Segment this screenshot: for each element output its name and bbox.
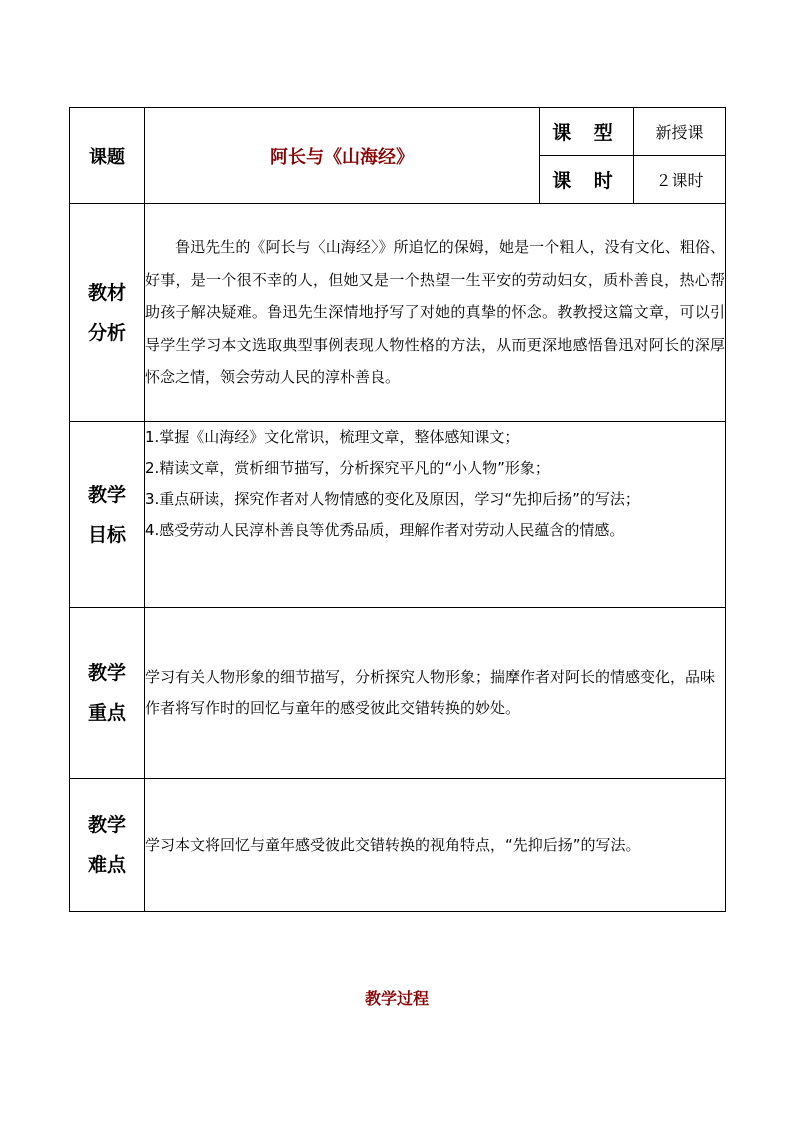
diff-label-line1: 教学 (87, 814, 126, 836)
material-text: 鲁迅先生的《阿长与〈山海经〉》所追忆的保姆，她是一个粗人，没有文化、粗俗、好事，是一个很不幸的人，但她又是一个热望一生平安的劳动妇女，质朴善良，热心帮助孩子解决疑难。鲁迅先生深情地抒写了对她的真挚的怀念。教教授这篇文章，可以引导学生学习本文选取典型事例表现人物性格的方法，从而更深地感悟鲁迅对阿长的深厚怀念之情，领会劳动人民的淳朴善良。 (145, 238, 725, 387)
material-label-line1: 教材 (87, 281, 126, 304)
goals-label-line1: 教学 (87, 483, 126, 506)
key-label-line2: 重点 (87, 702, 126, 724)
lesson-type-value: 新授课 (634, 108, 726, 156)
difficulties-label (70, 779, 145, 912)
lesson-hours-label: 课 时 (540, 156, 634, 204)
difficulties-text: 学习本文将回忆与童年感受彼此交错转换的视角特点，“先抑后扬”的写法。 (145, 779, 726, 912)
diff-label-line2: 难点 (87, 854, 126, 876)
key-label-line1: 教学 (87, 662, 126, 684)
goal-item: 1.掌握《山海经》文化常识，梳理文章，整体感知课文； (145, 428, 520, 446)
material-analysis-text (145, 204, 726, 422)
teaching-goals-label (70, 422, 145, 608)
goal-item: 3.重点研读，探究作者对人物情感的变化及原因，学习“先抑后扬”的写法； (145, 490, 640, 508)
goal-item: 4.感受劳动人民淳朴善良等优秀品质，理解作者对劳动人民蕴含的情感。 (145, 521, 625, 539)
process-section-title: 教学过程 (364, 989, 429, 1008)
material-analysis-label (70, 204, 145, 422)
goal-item: 2.精读文章，赏析细节描写，分析探究平凡的“小人物”形象； (145, 459, 550, 477)
topic-label: 课题 (70, 108, 145, 204)
lesson-plan-table (69, 107, 726, 912)
key-points-label (70, 608, 145, 779)
material-label-line2: 分析 (87, 321, 126, 344)
lesson-title: 阿长与《山海经》 (145, 108, 540, 204)
lesson-hours-value: ２课时 (634, 156, 726, 204)
key-points-text: 学习有关人物形象的细节描写，分析探究人物形象；揣摩作者对阿长的情感变化，品味作者将写作时的回忆与童年的感受彼此交错转换的妙处。 (145, 608, 726, 779)
goals-label-line2: 目标 (87, 523, 126, 546)
lesson-type-label: 课 型 (540, 108, 634, 156)
teaching-goals-list (145, 422, 726, 608)
